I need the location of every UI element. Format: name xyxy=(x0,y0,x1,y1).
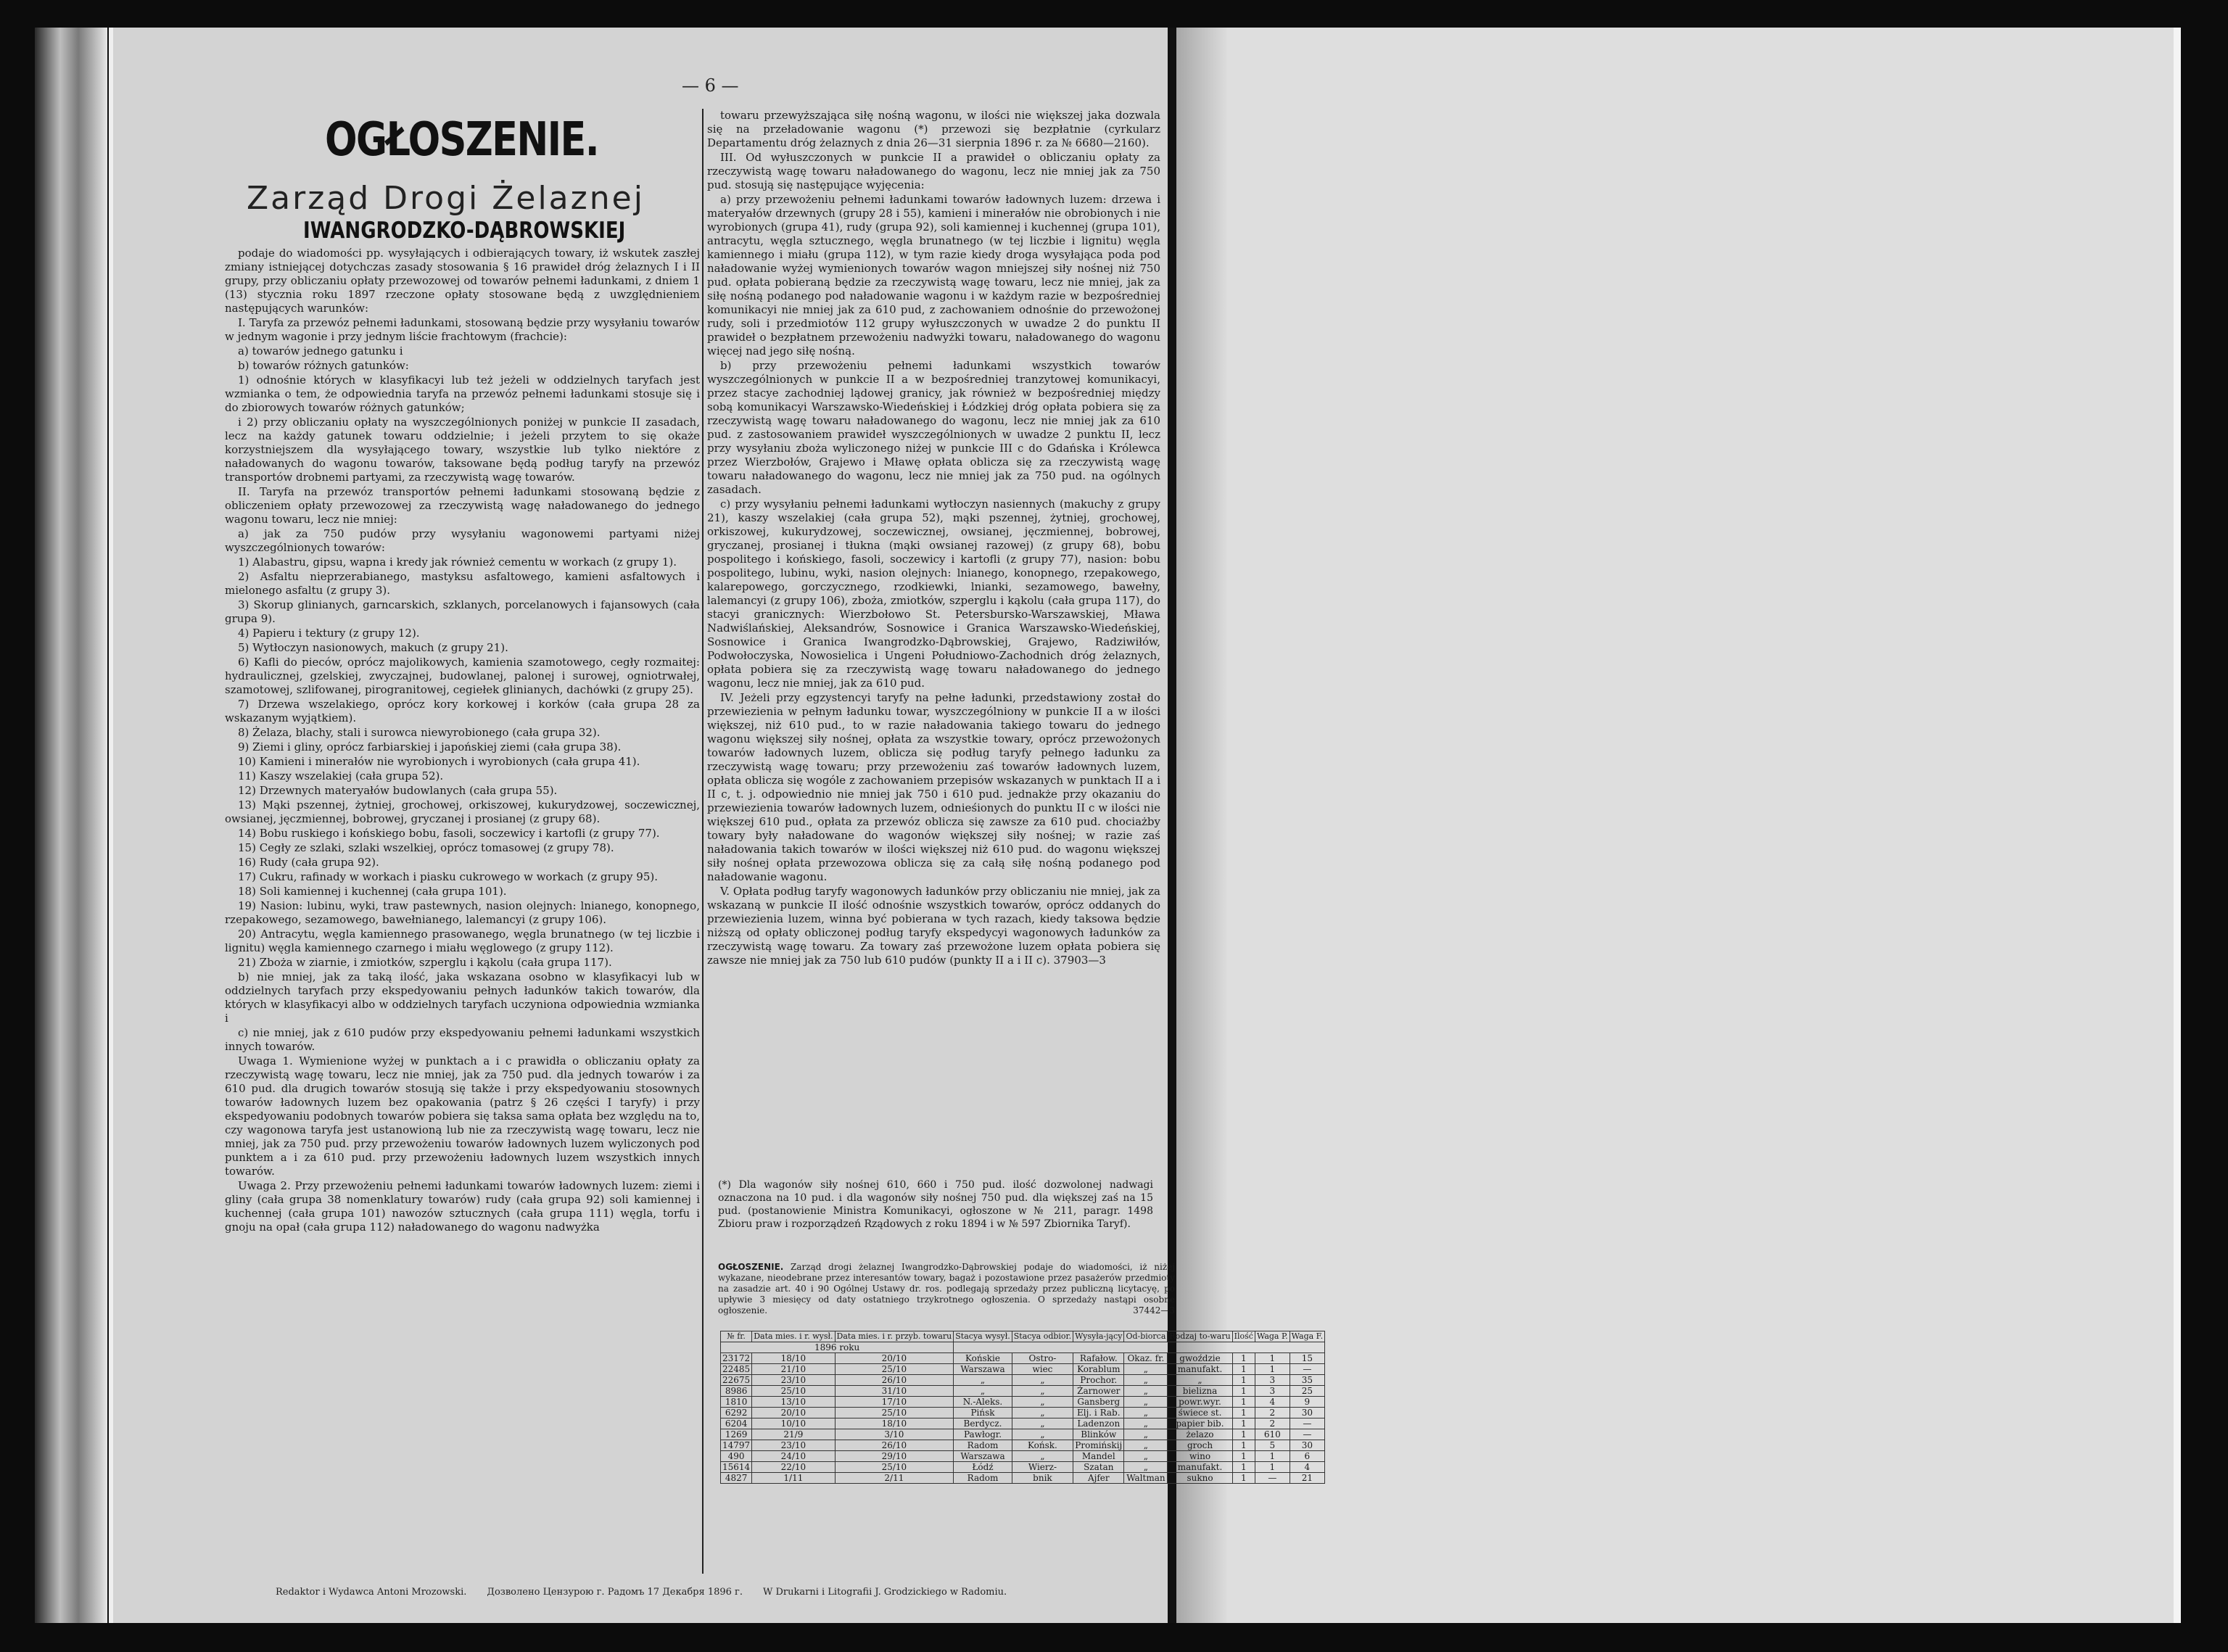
table-cell: 1269 xyxy=(721,1429,752,1440)
table-cell: „ xyxy=(1124,1408,1168,1418)
table-header: Rodzaj to-waru xyxy=(1168,1331,1232,1342)
table-cell: 35 xyxy=(1290,1375,1324,1386)
table-cell: 15614 xyxy=(721,1462,752,1473)
table-cell: — xyxy=(1290,1429,1324,1440)
table-cell: Wierz- xyxy=(1012,1462,1073,1473)
table-cell: 6204 xyxy=(721,1418,752,1429)
table-cell: „ xyxy=(954,1375,1012,1386)
table-cell: 4 xyxy=(1255,1397,1290,1408)
table-header: Waga F. xyxy=(1290,1331,1324,1342)
table-cell: manufakt. xyxy=(1168,1364,1232,1375)
paragraph: c) nie mniej, jak z 610 pudów przy ekspedyowaniu pełnemi ładunkami wszystkich innych towarów. xyxy=(225,1026,700,1053)
table-row xyxy=(721,1375,1325,1386)
paragraph: III. Od wyłuszczonych w punkcie II a prawideł o obliczaniu opłaty za rzeczywistą wagę towaru naładowanego do wagonu, lecz nie mniej jak za 750 pud. stosują się następujące wyjęcenia: xyxy=(707,151,1160,191)
table-cell: 4827 xyxy=(721,1473,752,1484)
table-cell: 1 xyxy=(1232,1353,1255,1364)
secondary-notice-code: 37442—3 xyxy=(1133,1305,1175,1316)
secondary-notice-body: Zarząd drogi żelaznej Iwangrodzko-Dąbrowskiej podaje do wiadomości, iż niżej wykazane, nieodebrane przez interesantów towary, bagaż i pozostawione przez pasażerów przedmioty na zasadzie art. 40 i 90 Ogólnej Ustawy dr. ros. podlegają sprzedaży przez publiczną licytacyę, po upływie 3 miesięcy od daty ostatniego trzykrotnego ogłoszenia. O sprzedaży nastąpi osobne ogłoszenie. xyxy=(718,1262,1175,1316)
table-cell: „ xyxy=(1124,1397,1168,1408)
table-cell: Końsk. xyxy=(1012,1440,1073,1451)
table-cell: „ xyxy=(1012,1408,1073,1418)
table-row xyxy=(721,1462,1325,1473)
table-cell: Rafałow. xyxy=(1073,1353,1124,1364)
table-cell: bielizna xyxy=(1168,1386,1232,1397)
table-cell: 1 xyxy=(1255,1451,1290,1462)
table-cell: żelazo xyxy=(1168,1429,1232,1440)
table-cell: Radom xyxy=(954,1440,1012,1451)
table-cell: 25/10 xyxy=(835,1364,954,1375)
table-row xyxy=(721,1364,1325,1375)
table-cell: Berdycz. xyxy=(954,1418,1012,1429)
publisher-line: Redaktor i Wydawca Antoni Mrozowski. xyxy=(276,1587,467,1598)
table-cell: manufakt. xyxy=(1168,1462,1232,1473)
table-cell: 1 xyxy=(1232,1386,1255,1397)
footnote: (*) Dla wagonów siły nośnej 610, 660 i 750 pud. ilość dozwolonej nadwagi oznaczona na 10 pud. i dla wagonów siły nośnej 750 pud. dla większej zaś na 15 pud. (postanowienie Ministra Komunikacyi, ogłoszone w № 211, paragr. 1498 Zbioru praw i rozporządzeń Rządowych z roku 1894 i w № 597 Zbiornika Taryf). xyxy=(718,1179,1153,1230)
table-cell: „ xyxy=(1012,1451,1073,1462)
table-cell: 15 xyxy=(1290,1353,1324,1364)
issuer-railway: IWANGRODZKO-DĄBROWSKIEJ xyxy=(303,218,626,244)
paragraph: Uwaga 2. Przy przewożeniu pełnemi ładunkami towarów ładownych luzem: ziemi i gliny (cała grupa 38 nomenklatury towarów) rudy (cała grupa 92) soli kamiennej i kuchennej (cała grupa 101) nawozów sztucznych (cała grupa 111) węgla, torfu i gnoju na opał (cała grupa 112) naładowanego do wagonu nadwyżka xyxy=(225,1179,700,1234)
table-header: Ilość xyxy=(1232,1331,1255,1342)
column-divider xyxy=(702,109,704,1574)
table-cell: 31/10 xyxy=(835,1386,954,1397)
table-cell: sukno xyxy=(1168,1473,1232,1484)
paragraph: 16) Rudy (cała grupa 92). xyxy=(238,856,379,869)
table-row xyxy=(721,1429,1325,1440)
paragraph: II. Taryfa na przewóz transportów pełnemi ładunkami stosowaną będzie z obliczeniem opłaty przewozowej za rzeczywistą wagę naładowanego do jednego wagonu towaru, lecz nie mniej: xyxy=(225,485,700,526)
table-cell: „ xyxy=(1012,1397,1073,1408)
paragraph: 9) Ziemi i gliny, oprócz farbiarskiej i japońskiej ziemi (cała grupa 38). xyxy=(238,740,622,753)
table-header: Od-biorca xyxy=(1124,1331,1168,1342)
table-cell: 30 xyxy=(1290,1408,1324,1418)
table-cell: „ xyxy=(1124,1462,1168,1473)
table-cell: „ xyxy=(1012,1418,1073,1429)
table-cell: Szatan xyxy=(1073,1462,1124,1473)
paragraph: 1) Alabastru, gipsu, wapna i kredy jak również cementu w workach (z grupy 1). xyxy=(238,556,677,569)
table-cell: 1 xyxy=(1255,1353,1290,1364)
paragraph: a) przy przewożeniu pełnemi ładunkami towarów ładownych luzem: drzewa i materyałów drzewnych (grupy 28 i 55), kamieni i minerałów nie obrobionych i nie wyrobionych (grupa 41), rudy (grupa 92), soli kamiennej i kuchennej (grupa 101), antracytu, węgla sztucznego, węgla brunatnego (w tej liczbie i lignitu) węgla kamiennego i miału (grupa 112), w tym razie kiedy droga wysyłająca poda pod naładowanie wyżej wymienionych towarów wagon mniejszej siły nośnej niż 750 pud. opłata pobieraną będzie za rzeczywistą wagę towaru, lecz nie mniej, jak za siłę nośną podanego pod naładowanie wagonu i w każdym razie w bezpośredniej komunikacyi nie mniej jak za 610 pud, z zachowaniem odnośnie do przewożonej rudy, soli i przedmiotów 112 grupy wyłuszczonych w uwadze 2 do punktu II prawideł o bezpłatnem przewożeniu nadwyżki towaru, naładowanego do wagonu więcej nad jego siłę nośną. xyxy=(707,193,1160,358)
table-cell: 22675 xyxy=(721,1375,752,1386)
table-cell: 10/10 xyxy=(752,1418,835,1429)
paragraph: 1) odnośnie których w klasyfikacyi lub też jeżeli w oddzielnych taryfach jest wzmianka o tem, że odpowiednia taryfa na przewóz pełnemi ładunkami stosuje się i do zbiorowych towarów różnych gatunków; xyxy=(225,373,700,414)
table-cell: 3 xyxy=(1255,1386,1290,1397)
table-header: № fr. xyxy=(721,1331,752,1342)
table-cell: 20/10 xyxy=(835,1353,954,1364)
table-header: Stacya odbior. xyxy=(1012,1331,1073,1342)
table-cell: „ xyxy=(1124,1440,1168,1451)
table-cell: 18/10 xyxy=(835,1418,954,1429)
table-cell: 1/11 xyxy=(752,1473,835,1484)
table-cell: 1 xyxy=(1232,1364,1255,1375)
paragraph: a) jak za 750 pudów przy wysyłaniu wagonowemi partyami niżej wyszczególnionych towarów: xyxy=(225,527,700,554)
paragraph: a) towarów jednego gatunku i xyxy=(238,344,403,358)
table-cell: — xyxy=(1290,1364,1324,1375)
table-cell: 1 xyxy=(1232,1375,1255,1386)
colophon xyxy=(276,1587,1168,1598)
paragraph: towaru przewyższająca siłę nośną wagonu, w ilości nie większej jaka dozwala się na przeładowanie wagonu (*) przewozi się bezpłatnie (cyrkularz Departamentu dróg żelaznych z dnia 26—31 sierpnia 1896 r. za № 6680—2160). xyxy=(707,109,1160,149)
table-cell: 21/10 xyxy=(752,1364,835,1375)
table-header: Data mies. i r. wysł. xyxy=(752,1331,835,1342)
table-cell: Pawłogr. xyxy=(954,1429,1012,1440)
table-row xyxy=(721,1418,1325,1429)
paragraph: 4) Papieru i tektury (z grupy 12). xyxy=(238,627,420,640)
table-row xyxy=(721,1473,1325,1484)
table-cell: papier bib. xyxy=(1168,1418,1232,1429)
table-cell: „ xyxy=(1124,1386,1168,1397)
table-cell: 2 xyxy=(1255,1418,1290,1429)
table-row xyxy=(721,1408,1325,1418)
table-cell: groch xyxy=(1168,1440,1232,1451)
table-cell: 24/10 xyxy=(752,1451,835,1462)
table-cell: 30 xyxy=(1290,1440,1324,1451)
table-cell: „ xyxy=(1124,1364,1168,1375)
table-cell: 25 xyxy=(1290,1386,1324,1397)
table-cell: Ostro- xyxy=(1012,1353,1073,1364)
paragraph: b) przy przewożeniu pełnemi ładunkami wszystkich towarów wyszczególnionych w punkcie II a w bezpośredniej tranzytowej komunikacyi, przez stacye zachodniej lądowej granicy, jak również w bezpośredniej między sobą komunikacyi Warszawsko-Wiedeńskiej i Łódzkiej dróg opłata pobiera się za rzeczywistą wagę towaru naładowanego do wagonu, lecz nie mniej jak za 610 pud. z zastosowaniem prawideł wyszczególnionych w uwadze 2 punktu II, lecz przy wysyłaniu zboża wyliczonego niżej w punkcie III c do Gdańska i Królewca przez Wierzbołów, Grajewo i Mławę opłata oblicza się za rzeczywistą wagę towaru naładowanego do wagonu, lecz nie mniej jak za 750 pud. na ogólnych zasadach. xyxy=(707,359,1160,496)
table-cell: 2/11 xyxy=(835,1473,954,1484)
table-cell: „ xyxy=(1012,1429,1073,1440)
table-cell: 22485 xyxy=(721,1364,752,1375)
paragraph: Uwaga 1. Wymienione wyżej w punktach a i c prawidła o obliczaniu opłaty za rzeczywistą wagę towaru, lecz nie mniej, jak za 750 pud. dla jednych towarów i za 610 pud. dla drugich towarów stosują się także i przy ekspedyowaniu stosownych towarów ładownych luzem bez opakowania (patrz § 26 części I taryfy) i przy ekspedyowaniu podobnych towarów pobiera się taksa sama opłata bez względu na to, czy wagonowa taryfa jest ustanowioną lub nie za rzeczywistą wagę towaru, lecz nie mniej, jak za 750 pud. przy przewożeniu towarów ładownych luzem wyliczonych pod punktem a i za 610 pud. przy przewożeniu ładownych luzem wszystkich innych towarów. xyxy=(225,1054,700,1178)
year-label: 1896 roku xyxy=(721,1342,954,1353)
table-cell: „ xyxy=(1124,1418,1168,1429)
table-cell: 1 xyxy=(1232,1462,1255,1473)
paragraph: 11) Kaszy wszelakiej (cała grupa 52). xyxy=(238,769,444,782)
table-cell: 20/10 xyxy=(752,1408,835,1418)
table-cell: powr.wyr. xyxy=(1168,1397,1232,1408)
table-cell: świece st. xyxy=(1168,1408,1232,1418)
table-cell: 13/10 xyxy=(752,1397,835,1408)
censor-line: Дозволено Цензурою г. Радомъ 17 Декабря 1896 г. xyxy=(487,1587,743,1598)
table-row xyxy=(721,1353,1325,1364)
paragraph: 3) Skorup glinianych, garncarskich, szklanych, porcelanowych i fajansowych (cała grupa 9). xyxy=(225,598,700,625)
table-cell: 1 xyxy=(1232,1408,1255,1418)
table-cell: 18/10 xyxy=(752,1353,835,1364)
secondary-notice xyxy=(718,1262,1175,1316)
table-cell: Promińskij xyxy=(1073,1440,1124,1451)
table-cell: wino xyxy=(1168,1451,1232,1462)
unclaimed-goods-table xyxy=(720,1331,1325,1484)
table-cell: „ xyxy=(1012,1375,1073,1386)
right-column-text xyxy=(707,109,1160,1255)
table-cell: 25/10 xyxy=(835,1408,954,1418)
table-cell: 25/10 xyxy=(752,1386,835,1397)
paragraph: 10) Kamieni i minerałów nie wyrobionych i wyrobionych (cała grupa 41). xyxy=(238,755,640,768)
table-cell: Korablum xyxy=(1073,1364,1124,1375)
table-cell: 21 xyxy=(1290,1473,1324,1484)
table-cell: Łódź xyxy=(954,1462,1012,1473)
table-cell: 1 xyxy=(1232,1473,1255,1484)
table-cell: 490 xyxy=(721,1451,752,1462)
table-row xyxy=(721,1440,1325,1451)
paragraph: IV. Jeżeli przy egzystencyi taryfy na pełne ładunki, przedstawiony został do przewiezienia w pełnym ładunku towar, wyszczególniony w punkcie II a w ilości większej, niż 610 pud., to w razie naładowania takiego towaru do jednego wagonu większej siły nośnej, opłata za wszystkie towary, oprócz przewożonych towarów ładownych luzem, oblicza się podług taryfy pełnego ładunku za rzeczywistą wagę towaru; przy przewożeniu zaś towarów ładownych luzem, opłata oblicza się wogóle z zachowaniem przepisów wskazanych w punktach II a i II c, t. j. odpowiednio nie mniej jak 750 i 610 pud. jednakże przy okazaniu do przewiezienia towarów ładownych luzem, odnieśionych do punktu II c w ilości nie większej 610 pud., opłata za przewóz oblicza się zawsze za 610 pud. chociażby towary były naładowane do wagonów większej siły nośnej; w razie zaś naładowania takich towarów w ilości większej niż 610 pud. do wagonu większej siły nośnej opłata przewozowa oblicza się za całą siłę nośną podanego pod naładowanie wagonu. xyxy=(707,691,1160,883)
table-cell: 26/10 xyxy=(835,1440,954,1451)
paragraph: b) nie mniej, jak za taką ilość, jaka wskazana osobno w klasyfikacyi lub w oddzielnych taryfach przy ekspedyowaniu pełnych ładunków takich towarów, dla których w klasyfikacyi albo w oddzielnych taryfach uczyniona odpowiednia wzmianka i xyxy=(225,970,700,1025)
table-cell: 2 xyxy=(1255,1408,1290,1418)
table-cell: Elj. i Rab. xyxy=(1073,1408,1124,1418)
notice-title: OGŁOSZENIE. xyxy=(325,113,599,167)
table-cell: Żarnower xyxy=(1073,1386,1124,1397)
printer-line: W Drukarni i Litografii J. Grodzickiego w Radomiu. xyxy=(763,1587,1007,1598)
paragraph: V. Opłata podług taryfy wagonowych ładunków przy obliczaniu nie mniej, jak za wskazaną w punkcie II ilość odnośnie wszystkich towarów, oprócz oddanych do przewiezienia luzem, winna być pobierana w tych razach, kiedy taksowa będzie niższą od opłaty obliczonej podług taryfy ekspedycyi wagonowych ładunków za rzeczywistą wagę towaru. Za towary zaś przewożone luzem opłata pobiera się zawsze nie mniej jak za 750 lub 610 pudów (punkty II a i II c). 37903—3 xyxy=(707,885,1160,967)
table-header: Data mies. i r. przyb. towaru xyxy=(835,1331,954,1342)
table-cell: Końskie xyxy=(954,1353,1012,1364)
paragraph: 20) Antracytu, węgla kamiennego prasowanego, węgla brunatnego (w tej liczbie i lignitu) węgla kamiennego czarnego i miału węglowego (z grupy 112). xyxy=(225,928,700,954)
table-cell: 29/10 xyxy=(835,1451,954,1462)
table-cell: Ajfer xyxy=(1073,1473,1124,1484)
table-cell: 3 xyxy=(1255,1375,1290,1386)
table-cell: 1 xyxy=(1232,1418,1255,1429)
table-cell: 3/10 xyxy=(835,1429,954,1440)
paragraph: 2) Asfaltu nieprzerabianego, mastyksu asfaltowego, kamieni asfaltowych i mielonego asfaltu (z grupy 3). xyxy=(225,570,700,597)
table-cell: 1 xyxy=(1232,1397,1255,1408)
table-cell: wiec xyxy=(1012,1364,1073,1375)
table-cell: „ xyxy=(1124,1451,1168,1462)
table-cell: 23172 xyxy=(721,1353,752,1364)
paragraph: 8) Żelaza, blachy, stali i surowca niewyrobionego (cała grupa 32). xyxy=(238,726,601,739)
left-column-text xyxy=(225,247,700,1574)
paragraph: 15) Cegły ze szlaki, szlaki wszelkiej, oprócz tomasowej (z grupy 78). xyxy=(238,841,614,854)
right-page-blank xyxy=(1176,28,2181,1623)
table-cell: 14797 xyxy=(721,1440,752,1451)
table-cell: 1 xyxy=(1232,1429,1255,1440)
table-cell: Ladenzon xyxy=(1073,1418,1124,1429)
table-cell: „ xyxy=(1124,1375,1168,1386)
table-cell: Radom xyxy=(954,1473,1012,1484)
paragraph: podaje do wiadomości pp. wysyłających i odbierających towary, iż wskutek zaszłej zmiany istniejącej dotychczas zasady stosowania § 16 prawideł dróg żelaznych I i II grupy, przy obliczaniu opłaty przewozowej od towarów pełnemi ładunkami, z dniem 1 (13) stycznia roku 1897 rzeczone opłaty stosowane będą z uwzględnieniem następujących warunków: xyxy=(225,247,700,315)
paragraph: 7) Drzewa wszelakiego, oprócz kory korkowej i korków (cała grupa 28 za wskazanym wyjątkiem). xyxy=(225,698,700,724)
table-cell: 23/10 xyxy=(752,1375,835,1386)
table-cell: Mandel xyxy=(1073,1451,1124,1462)
table-header: Wysyła-jący xyxy=(1073,1331,1124,1342)
table-cell: 1 xyxy=(1255,1364,1290,1375)
table-cell: N.-Aleks. xyxy=(954,1397,1012,1408)
table-cell: Pińsk xyxy=(954,1408,1012,1418)
paragraph: c) przy wysyłaniu pełnemi ładunkami wytłoczyn nasiennych (makuchy z grupy 21), kaszy wszelakiej (cała grupa 52), mąki pszennej, żytniej, grochowej, orkiszowej, kukurydzowej, soczewicznej, owsianej, jęczmiennej, bobrowej, gryczanej, prosianej i tłukna (mąki owsianej razowej) (z grupy 68), bobu pospolitego i końskiego, fasoli, soczewicy i kartofli (z grupy 77), nasion: bobu pospolitego, lubinu, wyki, nasion olejnych: lnianego, konopnego, rzepakowego, kalarepowego, gorczycznego, rzodkiewki, lnianki, sezamowego, bawełny, lalemancyi (z grupy 106), zboża, zmiotków, szperglu i kąkolu (cała grupa 117), do stacyi granicznych: Wierzbołowo St. Petersbursko-Warszawskiej, Mława Nadwiślańskiej, Aleksandrów, Sosnowice i Granica Warszawsko-Wiedeńskiej, Sosnowice i Granica Iwangrodzko-Dąbrowskiej, Grajewo, Radziwiłów, Podwołoczyska, Nowosielica i Ungeni Południowo-Zachodnich dróg żelaznych, opłata pobiera się za rzeczywistą wagę towaru naładowanego do jednego wagonu, lecz nie mniej, jak za 610 pud. xyxy=(707,497,1160,690)
table-cell: — xyxy=(1255,1473,1290,1484)
table-cell: 610 xyxy=(1255,1429,1290,1440)
table-cell: „ xyxy=(954,1386,1012,1397)
issuer-name: Zarząd Drogi Żelaznej xyxy=(247,180,645,217)
paragraph: I. Taryfa za przewóz pełnemi ładunkami, stosowaną będzie przy wysyłaniu towarów w jednym wagonie i przy jednym liście frachtowym (frachcie): xyxy=(225,316,700,343)
table-cell: „ xyxy=(1168,1375,1232,1386)
table-cell: 9 xyxy=(1290,1397,1324,1408)
table-cell: 17/10 xyxy=(835,1397,954,1408)
table-cell: 23/10 xyxy=(752,1440,835,1451)
table-cell: „ xyxy=(1012,1386,1073,1397)
table-cell: 1 xyxy=(1232,1451,1255,1462)
table-cell: 5 xyxy=(1255,1440,1290,1451)
table-row xyxy=(721,1386,1325,1397)
paragraph: 14) Bobu ruskiego i końskiego bobu, fasoli, soczewicy i kartofli (z grupy 77). xyxy=(238,827,660,840)
table-cell: 1 xyxy=(1255,1462,1290,1473)
table-row xyxy=(721,1451,1325,1462)
table-cell: 4 xyxy=(1290,1462,1324,1473)
paragraph: 12) Drzewnych materyałów budowlanych (cała grupa 55). xyxy=(238,784,558,797)
table-cell: Gansberg xyxy=(1073,1397,1124,1408)
table-cell: — xyxy=(1290,1418,1324,1429)
paragraph: 5) Wytłoczyn nasionowych, makuch (z grupy 21). xyxy=(238,641,508,654)
table-header: Waga P. xyxy=(1255,1331,1290,1342)
table-cell: 8986 xyxy=(721,1386,752,1397)
paragraph: 18) Soli kamiennej i kuchennej (cała grupa 101). xyxy=(238,885,507,898)
paragraph: i 2) przy obliczaniu opłaty na wyszczególnionych poniżej w punkcie II zasadach, lecz na każdy gatunek towaru oddzielnie; i jeżeli przytem to się okaże korzystniejszem dla wysyłającego towary, wszystkie lub tylko niektóre z naładowanych do wagonu towarów, taksowane będą podług taryfy na przewóz transportów drobnemi partyami, za rzeczywistą wagę towarów. xyxy=(225,416,700,484)
paragraph: 21) Zboża w ziarnie, i zmiotków, szperglu i kąkolu (cała grupa 117). xyxy=(238,956,612,969)
table-cell: gwoździe xyxy=(1168,1353,1232,1364)
table-cell: 21/9 xyxy=(752,1429,835,1440)
paragraph: b) towarów różnych gatunków: xyxy=(238,359,409,372)
paragraph: 13) Mąki pszennej, żytniej, grochowej, orkiszowej, kukurydzowej, soczewicznej, owsianej, jęczmiennej, bobrowej, gryczanej i prosianej (z grupy 68). xyxy=(225,798,700,825)
table-header: Stacya wysył. xyxy=(954,1331,1012,1342)
table-cell: Warszawa xyxy=(954,1451,1012,1462)
paragraph: 17) Cukru, rafinady w workach i piasku cukrowego w workach (z grupy 95). xyxy=(238,870,658,883)
secondary-notice-title: OGŁOSZENIE. xyxy=(718,1262,784,1272)
table-cell: 6292 xyxy=(721,1408,752,1418)
table-row xyxy=(721,1397,1325,1408)
table-cell: 6 xyxy=(1290,1451,1324,1462)
table-cell: 1 xyxy=(1232,1440,1255,1451)
paragraph: 19) Nasion: lubinu, wyki, traw pastewnych, nasion olejnych: lnianego, konopnego, rzepakowego, sezamowego, bawełnianego, lalemancyi (z grupy 106). xyxy=(225,899,700,926)
table-cell: 22/10 xyxy=(752,1462,835,1473)
table-cell: 26/10 xyxy=(835,1375,954,1386)
table-cell: 1810 xyxy=(721,1397,752,1408)
table-cell: Okaz. fr. xyxy=(1124,1353,1168,1364)
table-cell: Waltman xyxy=(1124,1473,1168,1484)
table-cell: Prochor. xyxy=(1073,1375,1124,1386)
table-cell: Blinków xyxy=(1073,1429,1124,1440)
table-cell: Warszawa xyxy=(954,1364,1012,1375)
table-cell: „ xyxy=(1124,1429,1168,1440)
table-cell: 25/10 xyxy=(835,1462,954,1473)
page-number: — 6 — xyxy=(682,75,739,96)
paragraph: 6) Kafli do pieców, oprócz majolikowych, kamienia szamotowego, cegły rozmaitej: hydraulicznej, gzelskiej, zwyczajnej, budowlanej, palonej i surowej, ogniotrwałej, szamotowej, szlifowanej, pirogranitowej, cegiełek glinianych, dachówki (z grupy 25). xyxy=(225,656,700,696)
table-cell: bnik xyxy=(1012,1473,1073,1484)
